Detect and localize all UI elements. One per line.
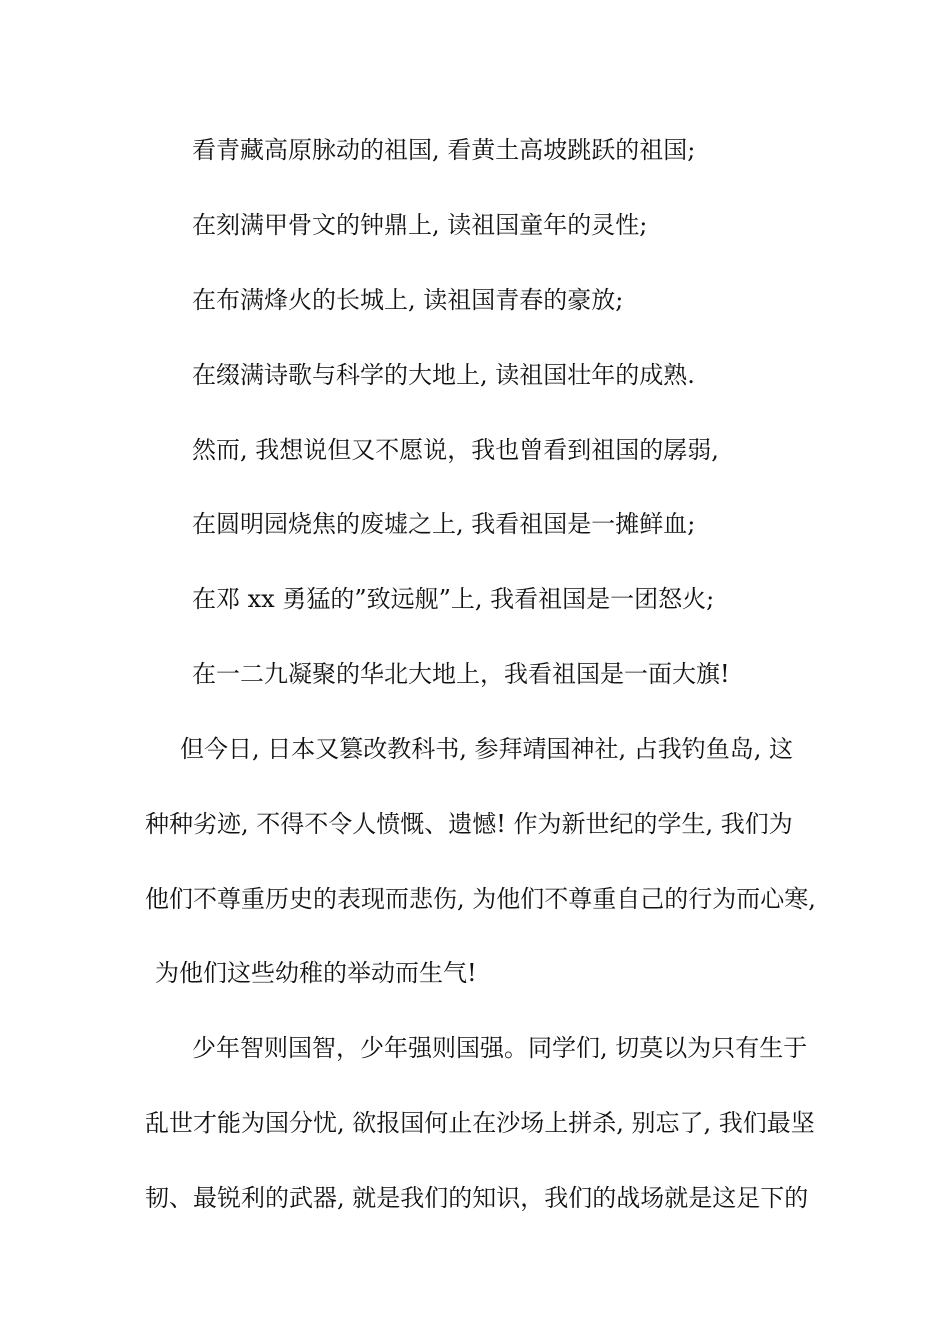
text-line-11: 他们不尊重历史的表现而悲伤, 为他们不尊重自己的行为而心寒, xyxy=(145,885,816,913)
text-line-10: 种种劣迹, 不得不令人愤慨、遗憾! 作为新世纪的学生, 我们为 xyxy=(145,810,793,838)
text-line-5: 然而, 我想说但又不愿说，我也曾看到祖国的孱弱, xyxy=(192,436,719,464)
text-line-6: 在圆明园烧焦的废墟之上, 我看祖国是一摊鲜血; xyxy=(192,510,696,538)
text-line-9: 但今日, 日本又篡改教科书, 参拜靖国神社, 占我钓鱼岛, 这 xyxy=(180,735,794,763)
text-line-15: 韧、最锐利的武器, 就是我们的知识，我们的战场就是这足下的 xyxy=(145,1184,809,1212)
text-line-8: 在一二九凝聚的华北大地上，我看祖国是一面大旗! xyxy=(192,660,730,688)
text-line-12: 为他们这些幼稚的举动而生气! xyxy=(155,959,477,987)
text-line-4: 在缀满诗歌与科学的大地上, 读祖国壮年的成熟. xyxy=(192,361,695,389)
text-line-2: 在刻满甲骨文的钟鼎上, 读祖国童年的灵性; xyxy=(192,211,648,239)
text-line-3: 在布满烽火的长城上, 读祖国青春的豪放; xyxy=(192,286,624,314)
text-line-14: 乱世才能为国分忧, 欲报国何止在沙场上拼杀, 别忘了, 我们最坚 xyxy=(145,1109,815,1137)
text-line-1: 看青藏高原脉动的祖国, 看黄土高坡跳跃的祖国; xyxy=(192,136,696,164)
text-line-13: 少年智则国智，少年强则国强。同学们, 切莫以为只有生于 xyxy=(192,1034,808,1062)
text-line-7: 在邓 xx 勇猛的”致远舰”上, 我看祖国是一团怒火; xyxy=(192,585,715,613)
